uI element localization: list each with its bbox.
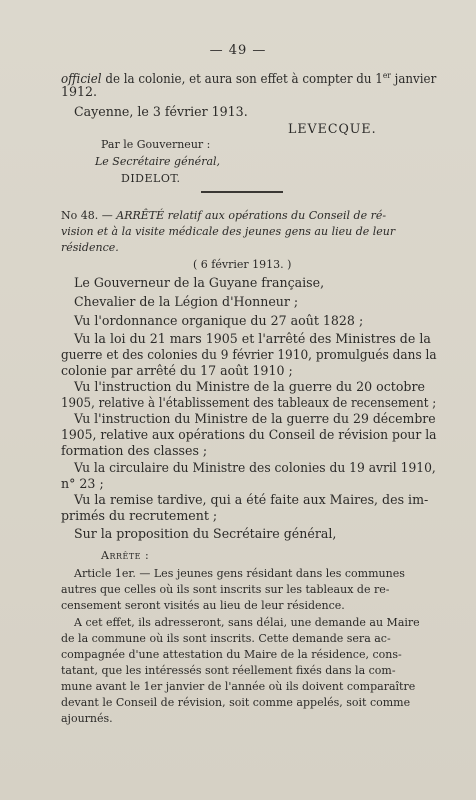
- vu-4-line-3: formation des classes ;: [61, 443, 208, 458]
- proposal-line: Sur la proposition du Secrétaire général,: [74, 526, 337, 541]
- decree-title-1: — ARRÊTÉ relatif aux opérations du Conseil de ré-: [101, 209, 387, 222]
- governor-line-2: Chevalier de la Légion d'Honneur ;: [74, 294, 299, 309]
- intro-line-1: [61, 68, 436, 87]
- decree-title-line-3: résidence.: [61, 241, 119, 254]
- intro-line-2: 1912.: [61, 84, 98, 99]
- decree-title-line-1: [61, 208, 386, 224]
- article-2-line-6: devant le Conseil de révision, soit comme appelés, soit comme: [61, 696, 411, 709]
- intro-text: de la colonie, et aura son effet à compter du 1: [101, 71, 383, 87]
- signer-name: LEVECQUE.: [288, 121, 377, 136]
- vu-3-line-2: 1905, relative à l'établissement des tableaux de recensement ;: [61, 395, 437, 410]
- article-2-line-5: mune avant le 1er janvier de l'année où ils doivent comparaître: [61, 680, 416, 693]
- for-governor: Par le Gouverneur :: [101, 138, 211, 151]
- article-2-line-7: ajournés.: [61, 712, 113, 725]
- vu-5-line-1: Vu la circulaire du Ministre des colonies du 19 avril 1910,: [74, 460, 436, 475]
- article-1-line-1: Article 1er. — Les jeunes gens résidant dans les communes: [74, 567, 405, 580]
- article-1-line-3: censement seront visités au lieu de leur résidence.: [61, 599, 345, 612]
- vu-3-line-1: Vu l'instruction du Ministre de la guerre du 20 octobre: [74, 379, 425, 394]
- vu-2-line-2: guerre et des colonies du 9 février 1910, promulgués dans la: [61, 347, 437, 362]
- article-2-line-4: tatant, que les intéressés sont réellement fixés dans la com-: [61, 664, 396, 677]
- vu-4-line-1: Vu l'instruction du Ministre de la guerre du 29 décembre: [74, 411, 436, 426]
- page-number: — 49 —: [209, 43, 267, 58]
- place-date: Cayenne, le 3 février 1913.: [74, 104, 248, 119]
- secretary-title: Le Secrétaire général,: [95, 155, 221, 168]
- decree-number: No 48.: [61, 209, 99, 222]
- decree-title-line-2: vision et à la visite médicale des jeunes gens au lieu de leur: [61, 225, 396, 238]
- intro-janvier: janvier: [390, 71, 437, 87]
- vu-2-line-3: colonie par arrêté du 17 août 1910 ;: [61, 363, 293, 378]
- decree-date: ( 6 février 1913. ): [193, 258, 292, 271]
- vu-5-line-2: n° 23 ;: [61, 476, 104, 491]
- article-2-line-3: compagnée d'une attestation du Maire de la résidence, cons-: [61, 648, 402, 661]
- vu-1: Vu l'ordonnance organique du 27 août 1828 ;: [74, 313, 364, 328]
- vu-4-line-2: 1905, relative aux opérations du Conseil de révision pour la: [61, 427, 437, 442]
- article-2-line-1: A cet effet, ils adresseront, sans délai, une demande au Maire: [74, 616, 420, 629]
- arrete-heading: Arrête :: [101, 549, 150, 562]
- vu-6-line-1: Vu la remise tardive, qui a été faite aux Maires, des im-: [74, 492, 429, 507]
- article-2-line-2: de la commune où ils sont inscrits. Cette demande sera ac-: [61, 632, 391, 645]
- intro-officiel: officiel: [61, 71, 102, 87]
- vu-6-line-2: primés du recrutement ;: [61, 508, 218, 523]
- section-divider: [201, 191, 283, 193]
- secretary-name: DIDELOT.: [121, 172, 181, 185]
- governor-line-1: Le Gouverneur de la Guyane française,: [74, 275, 325, 290]
- intro-sup: er: [382, 71, 391, 80]
- article-1-line-2: autres que celles où ils sont inscrits sur les tableaux de re-: [61, 583, 390, 596]
- vu-2-line-1: Vu la loi du 21 mars 1905 et l'arrêté des Ministres de la: [74, 331, 431, 346]
